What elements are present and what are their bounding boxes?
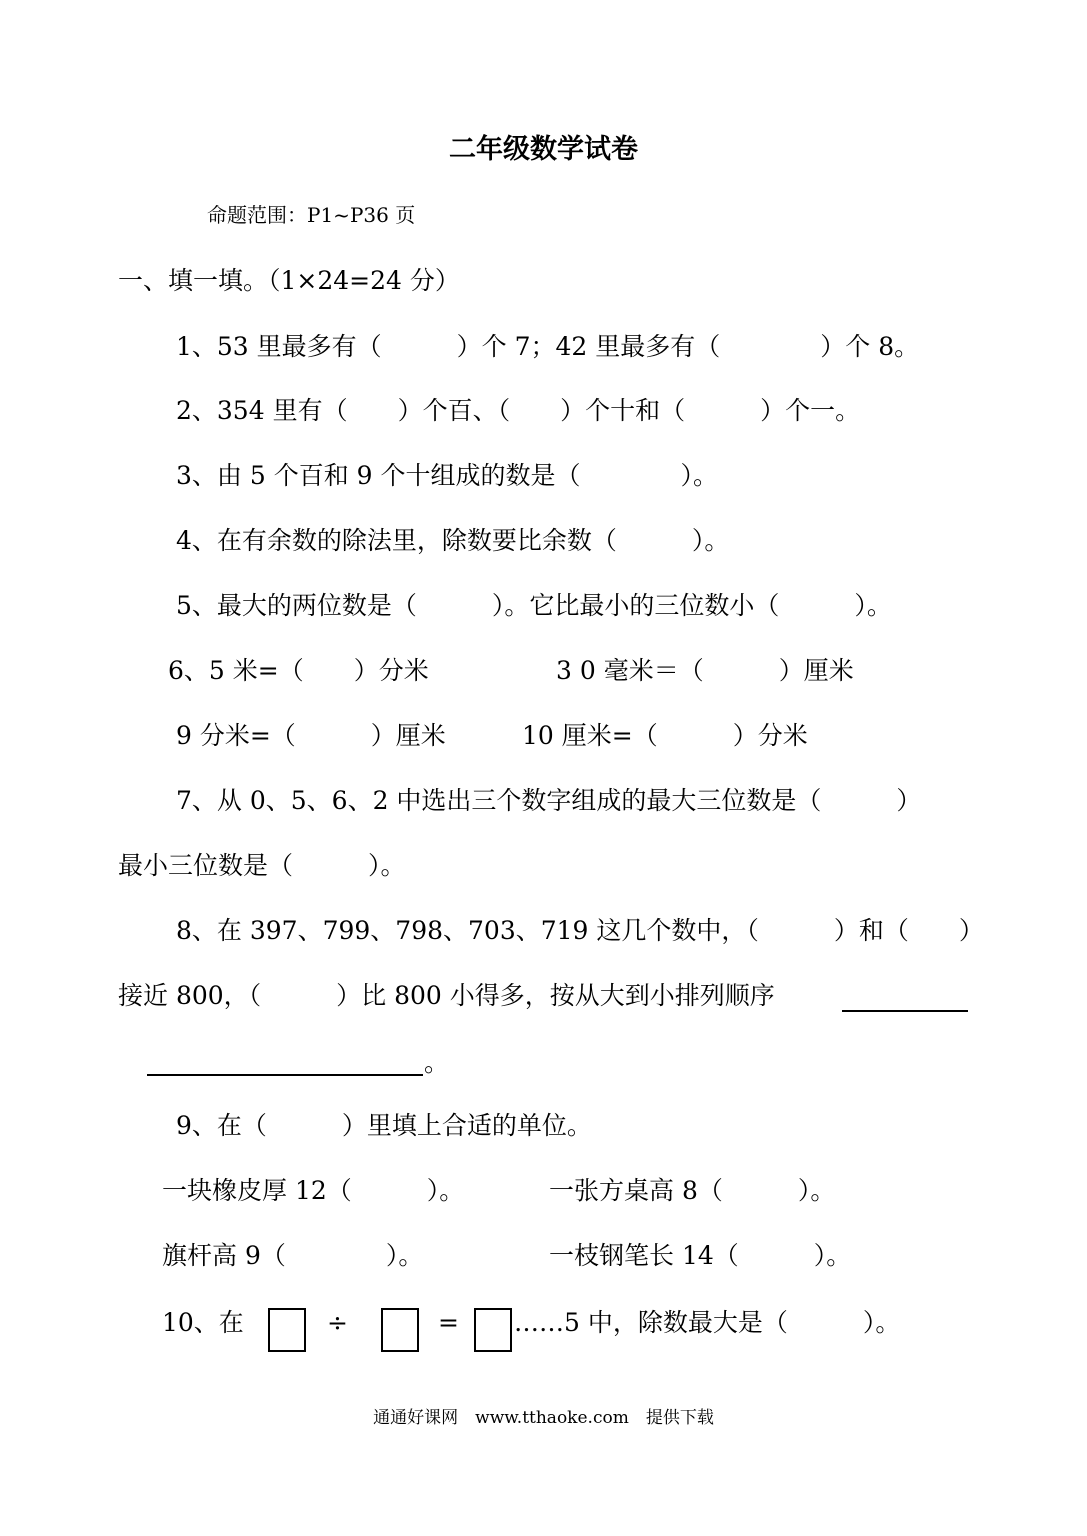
page-title: 二年级数学试卷 (449, 134, 638, 165)
dividend-box (268, 1308, 306, 1352)
question-6-part-a: 6、5 米=（ ）分米 (168, 656, 429, 685)
footer-source: 通通好课网 www.tthaoke.com 提供下载 (373, 1408, 714, 1428)
question-10-suffix: ……5 中，除数最大是（ ）。 (514, 1308, 901, 1337)
question-4: 4、在有余数的除法里，除数要比余数（ ）。 (176, 526, 730, 555)
answer-underline-1 (842, 1010, 968, 1012)
question-8-line-1: 8、在 397、799、798、703、719 这几个数中，（ ）和（ ） (176, 916, 984, 945)
question-6-part-c: 9 分米=（ ）厘米 (176, 721, 446, 750)
question-1: 1、53 里最多有（ ）个 7；42 里最多有（ ）个 8。 (176, 332, 920, 361)
division-sign: ÷ (327, 1308, 348, 1337)
question-9-item-c: 旗杆高 9（ ）。 (162, 1241, 424, 1270)
question-6-part-b: 3 0 毫米＝（ ）厘米 (556, 656, 854, 685)
answer-underline-2 (147, 1074, 423, 1076)
question-6-part-d: 10 厘米=（ ）分米 (522, 721, 808, 750)
question-9-item-b: 一张方桌高 8（ ）。 (549, 1176, 836, 1205)
question-10-prefix: 10、在 (162, 1308, 244, 1337)
question-3: 3、由 5 个百和 9 个十组成的数是（ ）。 (176, 461, 719, 490)
question-8-line-2: 接近 800，（ ）比 800 小得多，按从大到小排列顺序 (118, 981, 775, 1010)
question-5: 5、最大的两位数是（ ）。它比最小的三位数小（ ）。 (176, 591, 892, 620)
question-7-line-1: 7、从 0、5、6、2 中选出三个数字组成的最大三位数是（ ） (176, 786, 922, 815)
exam-scope: 命题范围：P1~P36 页 (207, 203, 416, 227)
question-8-period: 。 (424, 1048, 450, 1077)
question-2: 2、354 里有（ ）个百、（ ）个十和（ ）个一。 (176, 396, 861, 425)
quotient-box (474, 1308, 512, 1352)
equals-sign: = (438, 1308, 459, 1337)
question-9-item-d: 一枝钢笔长 14（ ）。 (549, 1241, 852, 1270)
divisor-box (381, 1308, 419, 1352)
section-1-heading: 一、填一填。（1×24=24 分） (118, 266, 460, 295)
question-7-line-2: 最小三位数是（ ）。 (118, 851, 406, 880)
question-9: 9、在（ ）里填上合适的单位。 (176, 1111, 592, 1140)
question-9-item-a: 一块橡皮厚 12（ ）。 (162, 1176, 465, 1205)
